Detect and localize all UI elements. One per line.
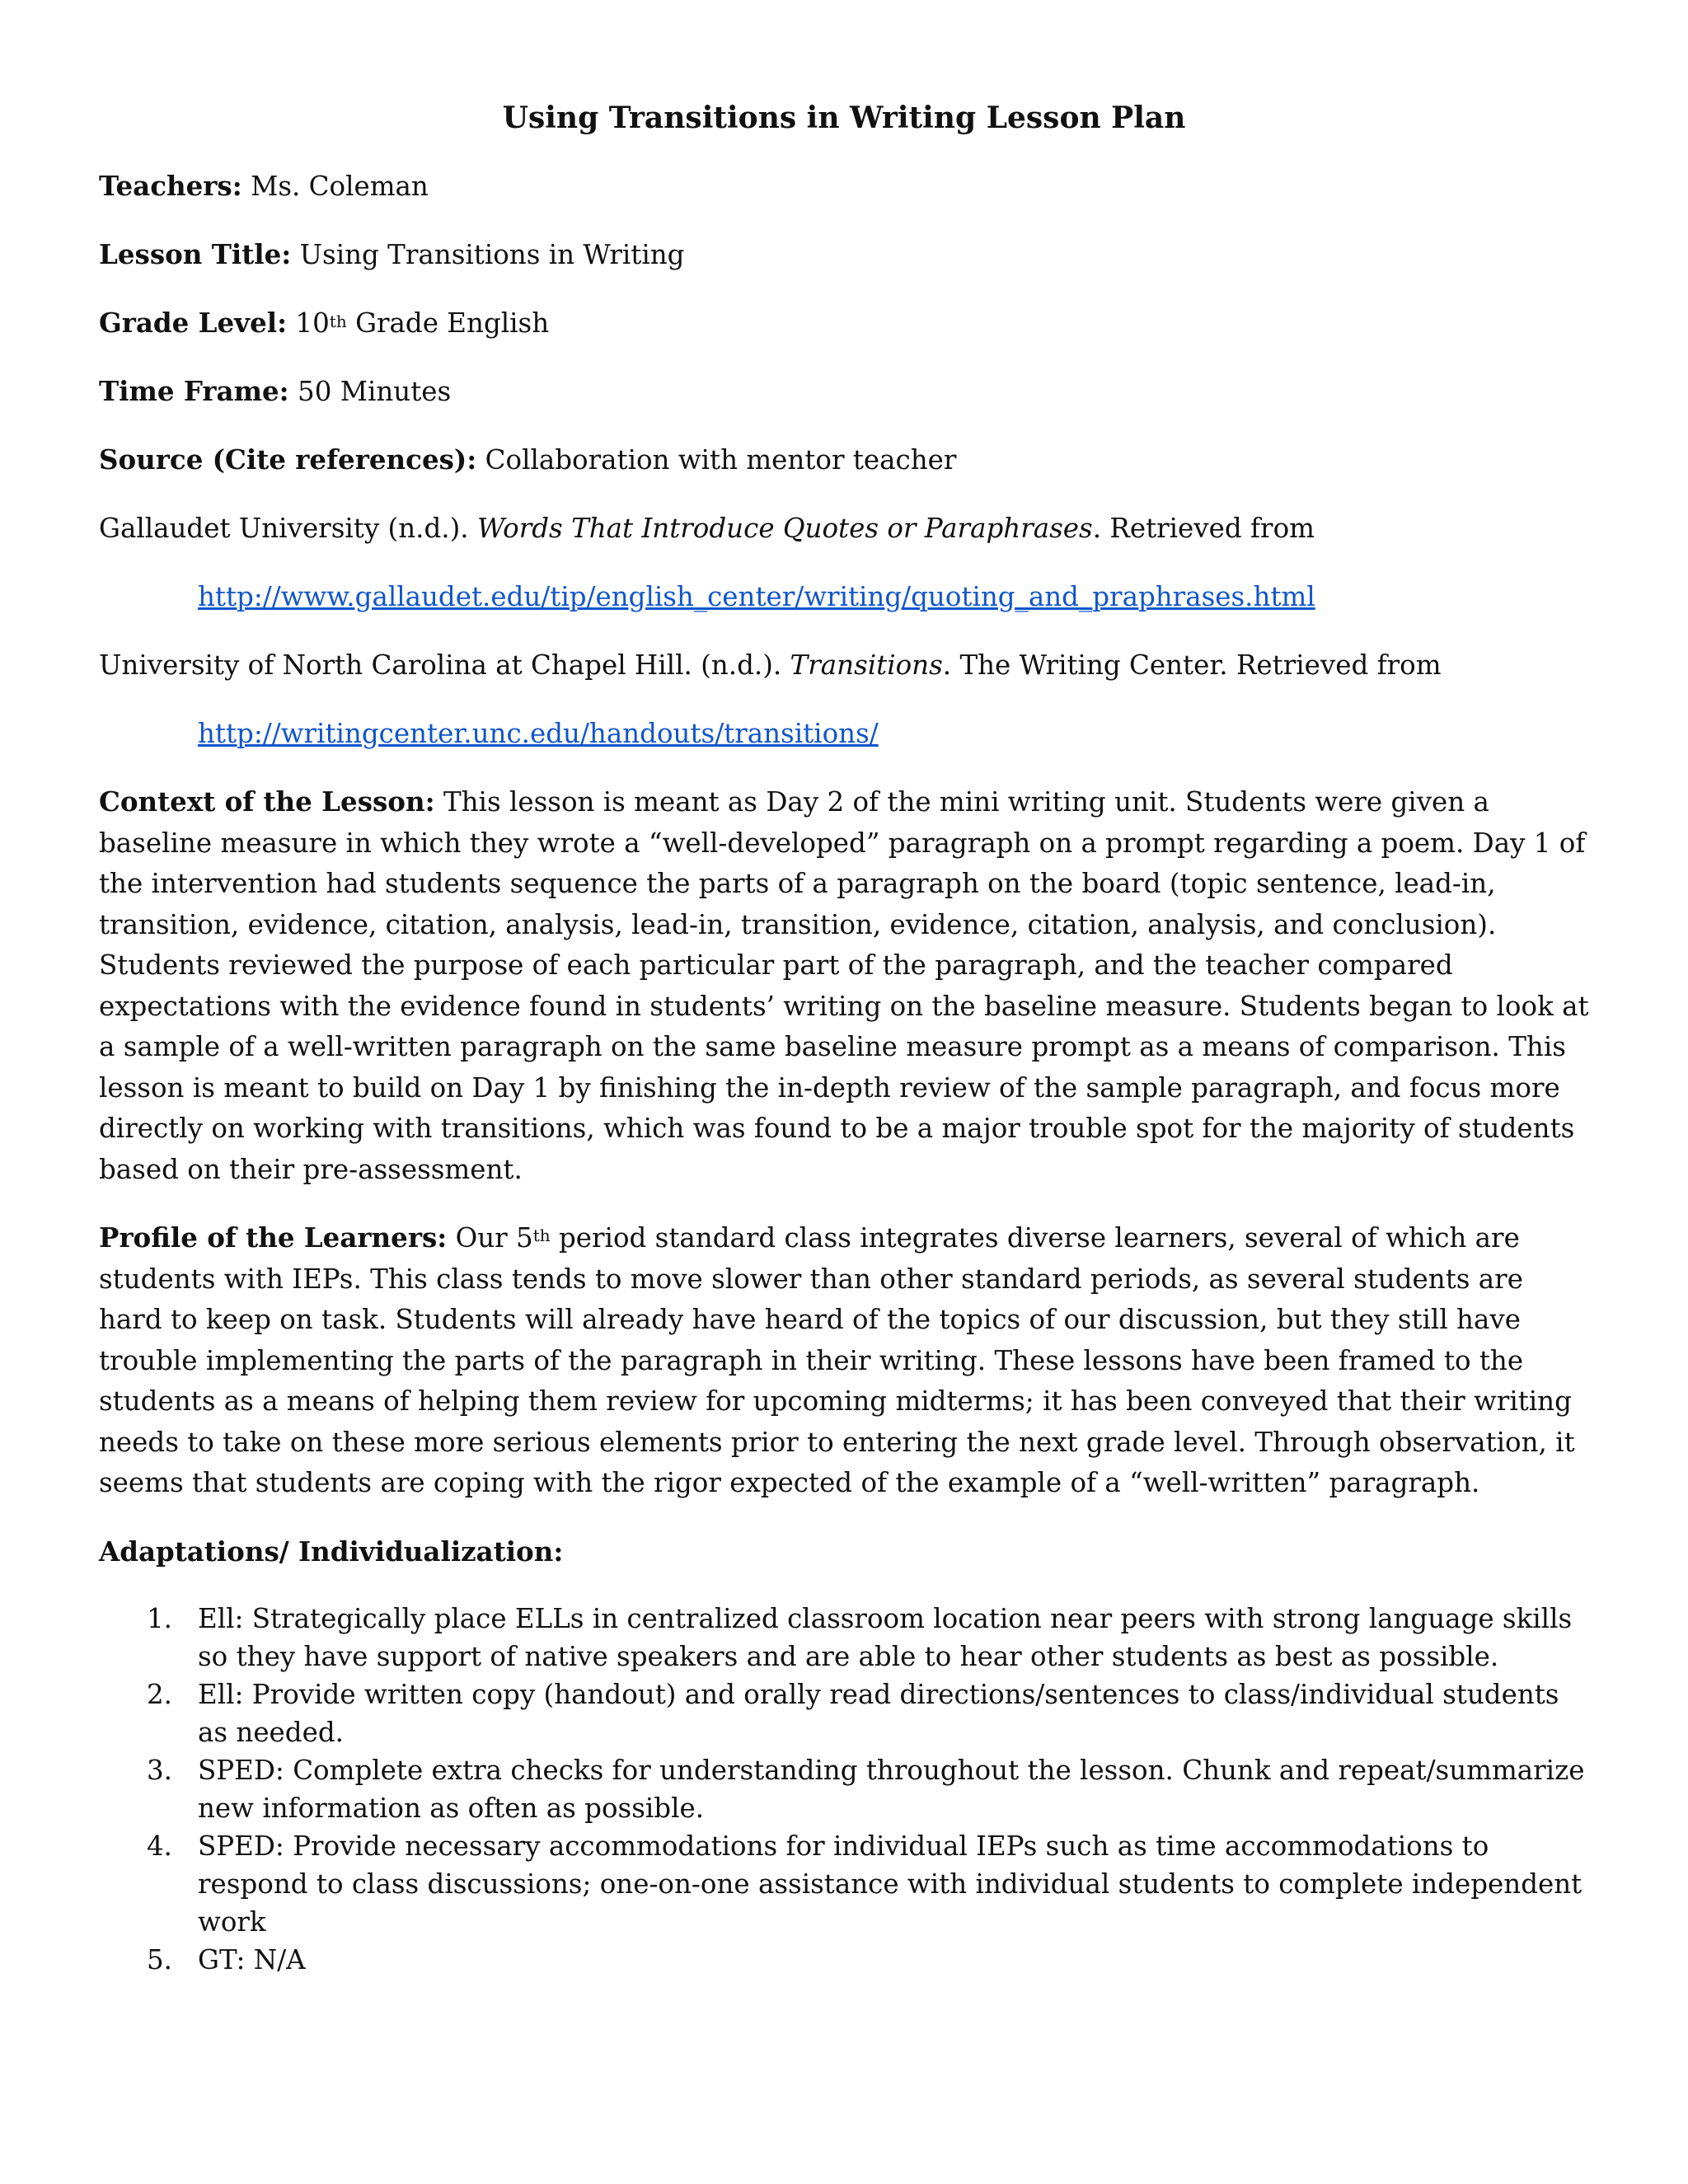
list-item [99,1751,1589,1827]
adaptations-list [99,1600,1589,1979]
list-item-number: 4. [147,1830,173,1862]
grade-level-ordinal: th [329,312,347,331]
source-label: Source (Cite references): [99,443,477,476]
grade-level-field [99,302,1589,344]
reference-unc-link[interactable]: http://writingcenter.unc.edu/handouts/transitions/ [198,718,879,749]
reference-unc-title: Transitions [790,649,943,681]
list-item-number: 1. [147,1602,173,1634]
context-label: Context of the Lesson: [99,785,435,818]
reference-gallaudet [99,508,1589,549]
teachers-value: Ms. Coleman [251,171,429,202]
reference-gallaudet-author: Gallaudet University (n.d.). [99,513,477,544]
reference-unc-retrieved: . The Writing Center. Retrieved from [942,649,1442,681]
source-value: Collaboration with mentor teacher [485,444,957,476]
reference-unc-link-row [198,713,1589,754]
list-item-text: SPED: Provide necessary accommodations for individual IEPs such as time accommodations to respond to class discussions; one-on-one assistance with individual students to complete independent work [198,1830,1582,1938]
reference-gallaudet-link[interactable]: http://www.gallaudet.edu/tip/english_center/writing/quoting_and_praphrases.html [198,581,1315,612]
list-item-number: 3. [147,1754,173,1786]
list-item-text: Ell: Strategically place ELLs in centralized classroom location near peers with strong language skills so they have support of native speakers and are able to hear other students as best as possible. [198,1602,1573,1672]
grade-level-subject: Grade English [355,307,550,339]
lesson-title-field [99,234,1589,275]
time-frame-field [99,371,1589,412]
context-paragraph [99,781,1589,1190]
reference-gallaudet-retrieved: . Retrieved from [1092,513,1315,544]
context-text: This lesson is meant as Day 2 of the mini writing unit. Students were given a baseline measure in which they wrote a “well-developed” paragraph on a prompt regarding a poem. Day 1 of the intervention had students sequence the parts of a paragraph on the board (topic sentence, lead-in, transition, evidence, citation, analysis, lead-in, transition, evidence, citation, analysis, and conclusion). Students reviewed the purpose of each particular part of the paragraph, and the teacher compared expectations with the evidence found in students’ writing on the baseline measure. Students began to look at a sample of a well-written paragraph on the same baseline measure prompt as a means of comparison. This lesson is meant to build on Day 1 by finishing the in-depth review of the sample paragraph, and focus more directly on working with transitions, which was found to be a major trouble spot for the majority of students based on their pre-assessment. [99,786,1589,1185]
adaptations-heading: Adaptations/ Individualization: [99,1535,564,1568]
list-item [99,1675,1589,1751]
list-item-text: SPED: Complete extra checks for understanding throughout the lesson. Chunk and repeat/summarize new information as often as possible. [198,1754,1585,1824]
reference-gallaudet-link-row [198,576,1589,617]
time-frame-label: Time Frame: [99,375,289,407]
lesson-title-label: Lesson Title: [99,238,292,270]
profile-period-ordinal: th [532,1226,551,1245]
reference-unc-author: University of North Carolina at Chapel Hill. (n.d.). [99,649,790,681]
list-item [99,1941,1589,1979]
list-item [99,1600,1589,1675]
profile-label: Profile of the Learners: [99,1221,448,1254]
lesson-title-value: Using Transitions in Writing [299,239,685,270]
profile-period-number: Our 5 [455,1222,533,1254]
page-title: Using Transitions in Writing Lesson Plan [502,101,1186,135]
profile-text: period standard class integrates diverse learners, several of which are students with IEPs. This class tends to move slower than other standard periods, as several students are hard to keep on task. Students will already have heard of the topics of our discussion, but they still have trouble implementing the parts of the paragraph in their writing. These lessons have been framed to the students as a means of helping them review for upcoming midterms; it has been conveyed that their writing needs to take on these more serious elements prior to entering the next grade level. Through observation, it seems that students are coping with the rigor expected of the example of a “well-written” paragraph. [99,1222,1575,1498]
teachers-label: Teachers: [99,170,242,202]
grade-level-label: Grade Level: [99,307,288,339]
teachers-field [99,166,1589,207]
list-item-text: GT: N/A [198,1943,306,1975]
list-item-number: 2. [147,1678,173,1710]
profile-paragraph [99,1217,1589,1504]
reference-unc [99,644,1589,686]
list-item-text: Ell: Provide written copy (handout) and orally read directions/sentences to class/individual students as needed. [198,1678,1559,1748]
source-field [99,439,1589,480]
list-item [99,1827,1589,1941]
time-frame-value: 50 Minutes [298,376,452,407]
grade-level-number: 10 [295,307,330,339]
list-item-number: 5. [147,1943,173,1975]
reference-gallaudet-title: Words That Introduce Quotes or Paraphrases [476,513,1093,544]
